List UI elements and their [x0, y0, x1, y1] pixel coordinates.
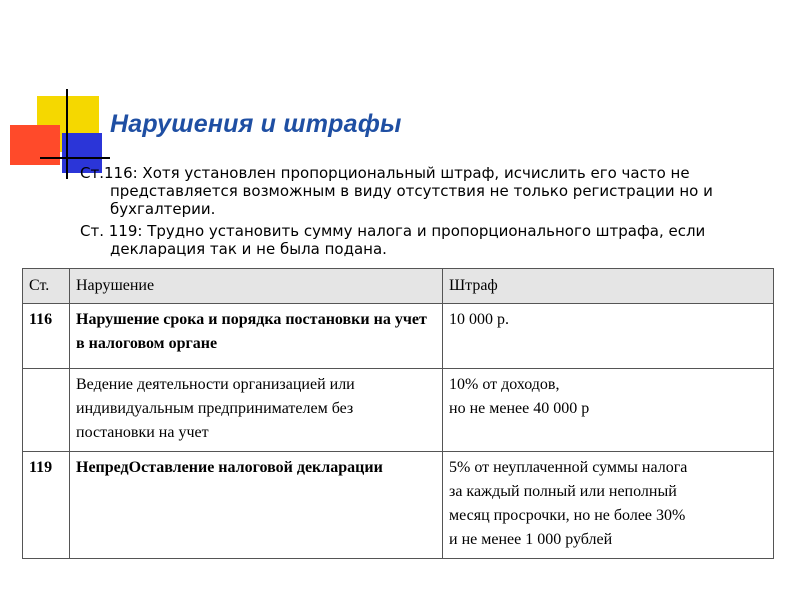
fines-table	[22, 268, 774, 559]
cell-article	[23, 369, 70, 452]
cell-fine	[443, 304, 774, 369]
red-square	[10, 125, 60, 165]
fine-line: 10% от доходов,	[449, 376, 560, 393]
table-header-row	[23, 269, 774, 304]
cell-article: 119	[23, 452, 70, 559]
header-violation: Нарушение	[70, 269, 443, 304]
fine-line: и не менее 1 000 рублей	[449, 531, 613, 548]
decorative-squares-logo	[0, 0, 110, 170]
fine-line: 10 000 р.	[449, 311, 509, 328]
header-article: Ст.	[23, 269, 70, 304]
slide-title: Нарушения и штрафы	[110, 110, 402, 138]
header-fine: Штраф	[443, 269, 774, 304]
cell-article: 116	[23, 304, 70, 369]
table-row	[23, 452, 774, 559]
paragraph-art-116: Ст.116: Хотя установлен пропорциональный штраф, исчислить его часто не представляется возможным в виду отсутствия не только регистрации но и бухгалтерии.	[80, 164, 713, 218]
fine-line: но не менее 40 000 р	[449, 400, 590, 417]
fine-line: 5% от неуплаченной суммы налога	[449, 459, 688, 476]
cell-fine	[443, 452, 774, 559]
fine-line: за каждый полный или неполный	[449, 483, 677, 500]
slide-body	[80, 164, 770, 262]
fine-line: месяц просрочки, но не более 30%	[449, 507, 686, 524]
cell-violation: Ведение деятельности организацией или индивидуальным предпринимателем без постановки на учет	[70, 369, 443, 452]
paragraph-art-119: Ст. 119: Трудно установить сумму налога и пропорционального штрафа, если декларация так и не была подана.	[80, 222, 706, 258]
cell-fine	[443, 369, 774, 452]
cell-violation: НепредОставление налоговой декларации	[70, 452, 443, 559]
table-row	[23, 304, 774, 369]
horizontal-line	[40, 157, 110, 159]
vertical-line	[66, 89, 68, 179]
cell-violation: Нарушение срока и порядка постановки на учет в налоговом органе	[70, 304, 443, 369]
table-row	[23, 369, 774, 452]
